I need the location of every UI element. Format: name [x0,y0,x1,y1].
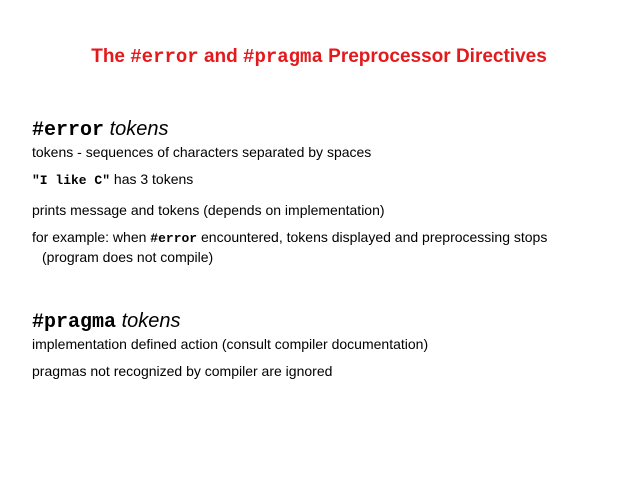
error-section [32,117,602,266]
error-heading-text: tokens [109,118,169,140]
error-heading [32,117,602,143]
title-suffix: Preprocessor Directives [322,46,547,67]
error-definition: tokens - sequences of characters separated by spaces [32,144,372,160]
error-example-suffix: encountered, tokens displayed and preprocessing stops (program does not compile) [42,229,548,265]
pragma-note: pragmas not recognized by compiler are ignored [32,363,333,379]
pragma-heading [32,309,602,335]
pragma-heading-code: #pragma [32,311,117,334]
error-example-text: has 3 tokens [113,171,194,187]
error-heading-code: #error [32,119,105,142]
pragma-heading-text: tokens [121,310,181,332]
error-example-code: "I like C" [32,173,111,188]
pragma-section [32,309,602,380]
slide-title [0,46,638,68]
error-behavior: prints message and tokens (depends on implementation) [32,202,385,218]
title-error-directive: #error [130,46,199,68]
error-example-paragraph [32,228,602,266]
title-prefix: The [91,46,131,67]
title-middle: and [198,46,244,67]
pragma-definition: implementation defined action (consult compiler documentation) [32,336,429,352]
error-example-prefix: for example: when [32,229,151,245]
title-pragma-directive: #pragma [243,46,323,68]
error-example-line [32,170,602,190]
error-example-inline-code: #error [150,231,198,246]
